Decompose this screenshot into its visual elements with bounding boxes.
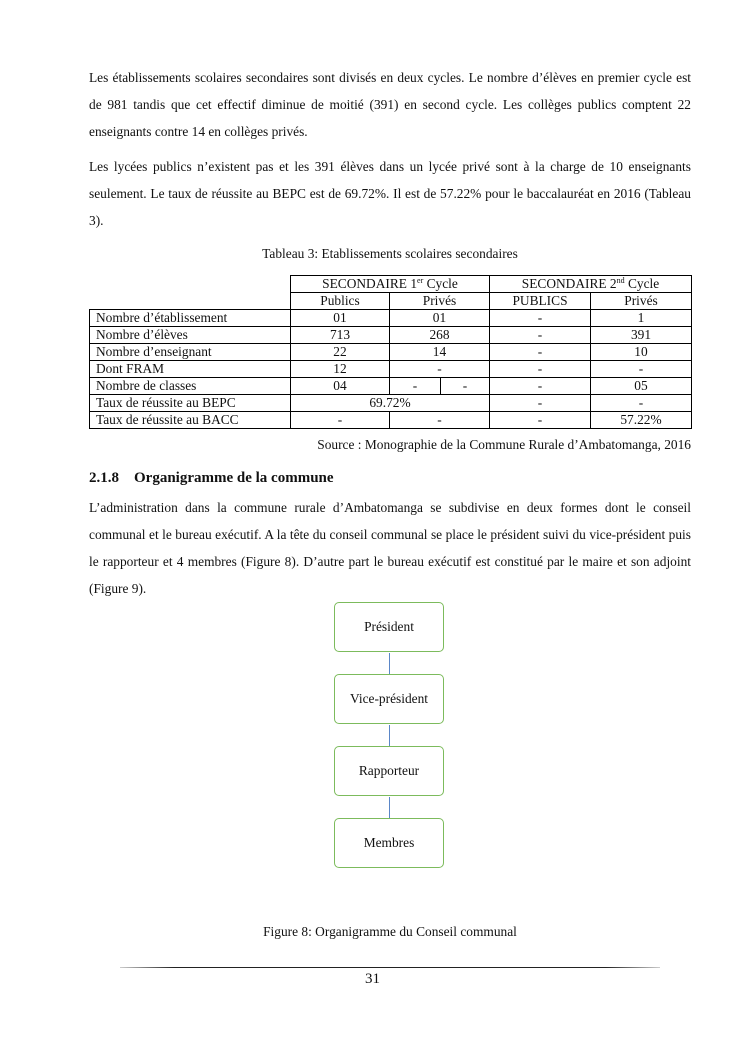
table-cell: 1 [591,310,692,327]
table-cell: - [490,378,591,395]
table-cell: - [390,412,490,429]
paragraph-secondary-overview: Les établissements scolaires secondaires sont divisés en deux cycles. Le nombre d’élèves en premier cycle est de 981 tandis que cet effectif diminue de moitié (391) en second cycle. Les collèges publics comptent 22 enseignants contre 14 en collèges privés. [89,70,691,139]
section-title: Organigramme de la commune [134,470,334,486]
table-cell: 14 [390,344,490,361]
header-prives-2: Privés [591,293,692,310]
table-cell: - [441,378,490,395]
table-caption: Tableau 3: Etablissements scolaires secondaires [262,246,518,261]
header-publics-2: PUBLICS [490,293,591,310]
section-number: 2.1.8 [89,470,119,486]
table-cell: - [591,361,692,378]
connector-line [389,725,390,746]
figure-caption: Figure 8: Organigramme du Conseil communal [263,924,517,939]
table-cell: 01 [390,310,490,327]
header-secondaire-1er-cycle: SECONDAIRE 1er Cycle [291,276,490,293]
table-cell: - [490,361,591,378]
row-label: Taux de réussite au BEPC [90,395,291,412]
table-cell: - [490,412,591,429]
orgchart-node-president: Président [334,602,444,652]
secondary-schools-table [89,275,692,429]
table-cell: 268 [390,327,490,344]
table-source: Source : Monographie de la Commune Rurale d’Ambatomanga, 2016 [317,437,691,452]
header-secondaire-2nd-cycle: SECONDAIRE 2nd Cycle [490,276,692,293]
table-cell: - [390,378,441,395]
table-cell: - [390,361,490,378]
page-number: 31 [365,971,380,987]
table-cell-merged: 69.72% [291,395,490,412]
table-cell: - [490,310,591,327]
row-label: Taux de réussite au BACC [90,412,291,429]
row-label: Dont FRAM [90,361,291,378]
row-label: Nombre d’enseignant [90,344,291,361]
connector-line [389,653,390,674]
header-publics-1: Publics [291,293,390,310]
table-row [90,327,692,344]
table-cell: - [490,327,591,344]
section-heading [89,470,334,487]
connector-line [389,797,390,818]
paragraph-lycees: Les lycées publics n’existent pas et les 391 élèves dans un lycée privé sont à la charge de 10 enseignants seulement. Le taux de réussite au BEPC est de 69.72%. Il est de 57.22% pour le baccalauréat en 2016 (Tableau 3). [89,159,691,228]
table-cell: 12 [291,361,390,378]
table-cell: 04 [291,378,390,395]
row-label: Nombre de classes [90,378,291,395]
table-header-row-sub [90,293,692,310]
table-row [90,412,692,429]
table-cell: 713 [291,327,390,344]
table-row [90,344,692,361]
table-cell: 01 [291,310,390,327]
table-row [90,395,692,412]
table-cell: - [490,395,591,412]
table-cell: - [490,344,591,361]
table-empty-corner [90,293,291,310]
footer-rule [120,967,660,968]
table-cell: 10 [591,344,692,361]
orgchart-node-vice-president: Vice-président [334,674,444,724]
row-label: Nombre d’établissement [90,310,291,327]
table-header-row-groups [90,276,692,293]
table-row [90,310,692,327]
table-row [90,361,692,378]
row-label: Nombre d’élèves [90,327,291,344]
table-cell: 57.22% [591,412,692,429]
paragraph-administration: L’administration dans la commune rurale d’Ambatomanga se subdivise en deux formes dont le conseil communal et le bureau exécutif. A la tête du conseil communal se place le président suivi du vice-président puis le rapporteur et 4 membres (Figure 8). D’autre part le bureau exécutif est constitué par le maire et son adjoint (Figure 9). [89,500,691,596]
table-cell: 22 [291,344,390,361]
table-cell: - [591,395,692,412]
table-empty-corner [90,276,291,293]
header-prives-1: Privés [390,293,490,310]
orgchart-node-membres: Membres [334,818,444,868]
table-cell: 05 [591,378,692,395]
orgchart-node-rapporteur: Rapporteur [334,746,444,796]
table-cell: - [291,412,390,429]
table-row [90,378,692,395]
table-cell: 391 [591,327,692,344]
